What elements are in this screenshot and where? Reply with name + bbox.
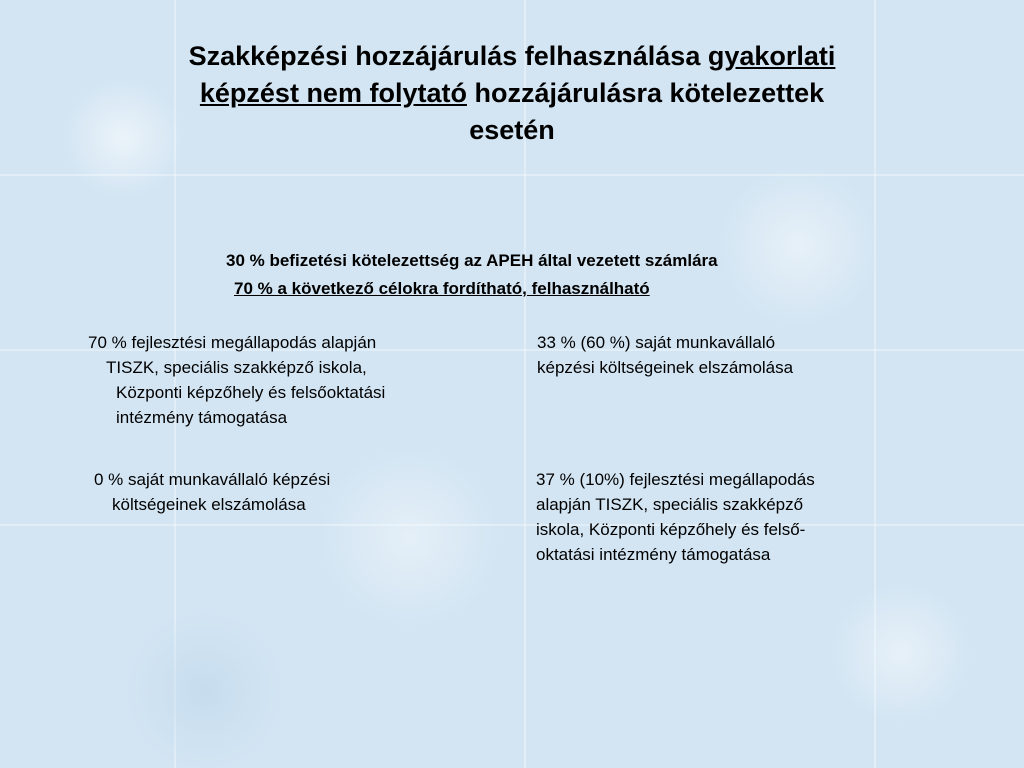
item-line: alapján TISZK, speciális szakképző <box>536 495 804 514</box>
slide-title <box>40 38 984 149</box>
item-line: Központi képzőhely és felsőoktatási <box>116 383 386 402</box>
title-part-1: Szakképzési hozzájárulás felhasználása <box>188 41 708 71</box>
item-own-employee-training-33 <box>537 330 793 380</box>
item-line: 0 % saját munkavállaló képzési <box>94 470 331 489</box>
subtitle-deposit: 30 % befizetési kötelezettség az APEH által vezetett számlára <box>226 251 718 270</box>
item-line: iskola, Központi képzőhely és felső- <box>536 520 806 539</box>
item-own-employee-training-0 <box>94 467 330 517</box>
item-line: oktatási intézmény támogatása <box>536 545 771 564</box>
title-part-2: gyakorlati <box>707 41 836 71</box>
title-part-5: esetén <box>469 115 555 145</box>
item-development-agreement-70 <box>88 330 385 430</box>
item-line: intézmény támogatása <box>116 408 288 427</box>
item-development-agreement-37 <box>536 467 815 567</box>
item-line: 37 % (10%) fejlesztési megállapodás <box>536 470 815 489</box>
title-part-4: hozzájárulásra kötelezettek <box>466 78 825 108</box>
subtitle-usage: 70 % a következő célokra fordítható, felhasználható <box>234 279 650 298</box>
item-line: 33 % (60 %) saját munkavállaló <box>537 333 776 352</box>
item-line: 70 % fejlesztési megállapodás alapján <box>88 333 377 352</box>
item-line: képzési költségeinek elszámolása <box>537 358 794 377</box>
item-line: TISZK, speciális szakképző iskola, <box>106 358 367 377</box>
title-part-3: képzést nem folytató <box>199 78 467 108</box>
item-line: költségeinek elszámolása <box>112 495 306 514</box>
